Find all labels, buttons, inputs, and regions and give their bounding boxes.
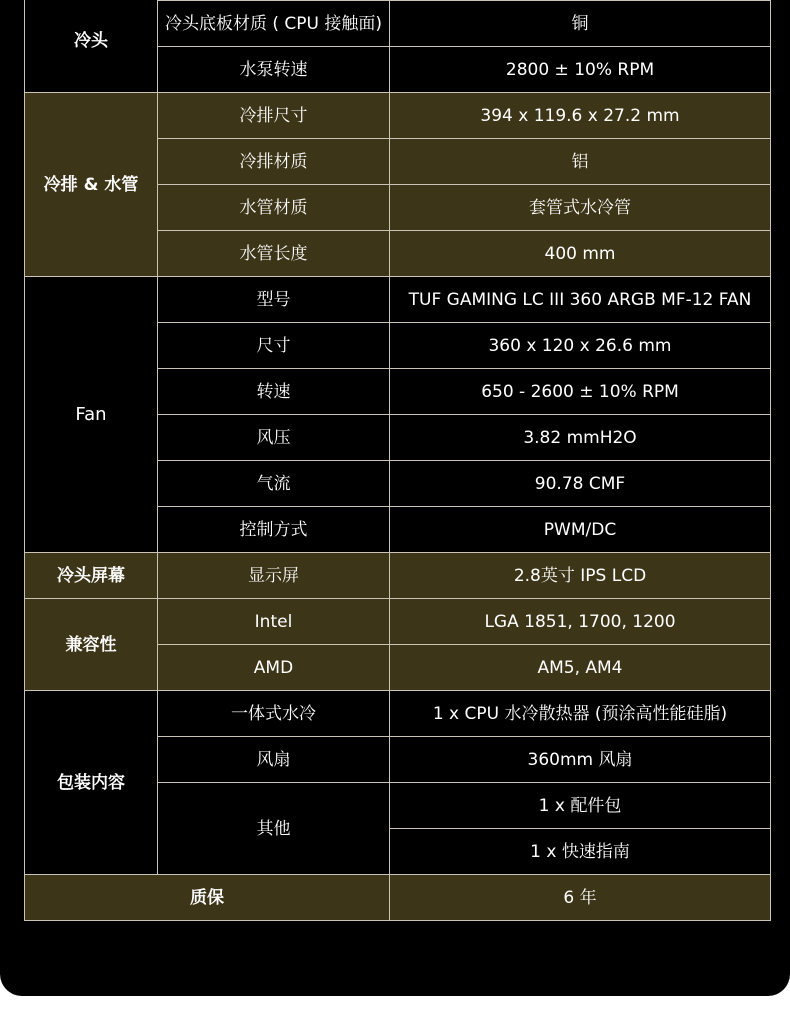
warranty-value: 6 年: [390, 875, 771, 921]
category-cooler-head: 冷头: [25, 0, 158, 93]
spec-value: 400 mm: [390, 231, 771, 277]
spec-label: 水泵转速: [158, 47, 390, 93]
spec-value: LGA 1851, 1700, 1200: [390, 599, 771, 645]
spec-value: PWM/DC: [390, 507, 771, 553]
spec-value: 360mm 风扇: [390, 737, 771, 783]
spec-label: 冷排材质: [158, 139, 390, 185]
spec-value: 铜: [390, 1, 771, 47]
spec-label: 风压: [158, 415, 390, 461]
table-row: [25, 875, 771, 921]
spec-label: 冷头底板材质 ( CPU 接触面): [158, 1, 390, 47]
category-compatibility: 兼容性: [25, 599, 158, 691]
spec-value: 1 x 配件包: [390, 783, 771, 829]
spec-table: [24, 0, 771, 921]
spec-label: 风扇: [158, 737, 390, 783]
spec-label: 型号: [158, 277, 390, 323]
category-package: 包装内容: [25, 691, 158, 875]
spec-value: 3.82 mmH2O: [390, 415, 771, 461]
spec-label: Intel: [158, 599, 390, 645]
spec-value: 360 x 120 x 26.6 mm: [390, 323, 771, 369]
spec-label: 控制方式: [158, 507, 390, 553]
spec-label: 显示屏: [158, 553, 390, 599]
spec-value: 650 - 2600 ± 10% RPM: [390, 369, 771, 415]
spec-label: 水管材质: [158, 185, 390, 231]
spec-label: 其他: [158, 783, 390, 875]
spec-label: 尺寸: [158, 323, 390, 369]
spec-value: 2.8英寸 IPS LCD: [390, 553, 771, 599]
warranty-label: 质保: [25, 875, 390, 921]
spec-value: TUF GAMING LC III 360 ARGB MF-12 FAN: [390, 277, 771, 323]
spec-value: 1 x CPU 水冷散热器 (预涂高性能硅脂): [390, 691, 771, 737]
spec-label: 水管长度: [158, 231, 390, 277]
spec-value: 2800 ± 10% RPM: [390, 47, 771, 93]
table-row: [25, 691, 771, 737]
spec-value: 铝: [390, 139, 771, 185]
spec-value: 套管式水冷管: [390, 185, 771, 231]
spec-value: 1 x 快速指南: [390, 829, 771, 875]
spec-value: AM5, AM4: [390, 645, 771, 691]
spec-label: AMD: [158, 645, 390, 691]
category-fan: Fan: [25, 277, 158, 553]
category-screen: 冷头屏幕: [25, 553, 158, 599]
spec-label: 一体式水冷: [158, 691, 390, 737]
table-row: [25, 553, 771, 599]
spec-label: 转速: [158, 369, 390, 415]
table-row: [25, 599, 771, 645]
spec-label: 气流: [158, 461, 390, 507]
spec-value: 394 x 119.6 x 27.2 mm: [390, 93, 771, 139]
spec-value: 90.78 CMF: [390, 461, 771, 507]
spec-label: 冷排尺寸: [158, 93, 390, 139]
table-row: [25, 277, 771, 323]
category-radiator: 冷排 & 水管: [25, 93, 158, 277]
table-row: [25, 93, 771, 139]
